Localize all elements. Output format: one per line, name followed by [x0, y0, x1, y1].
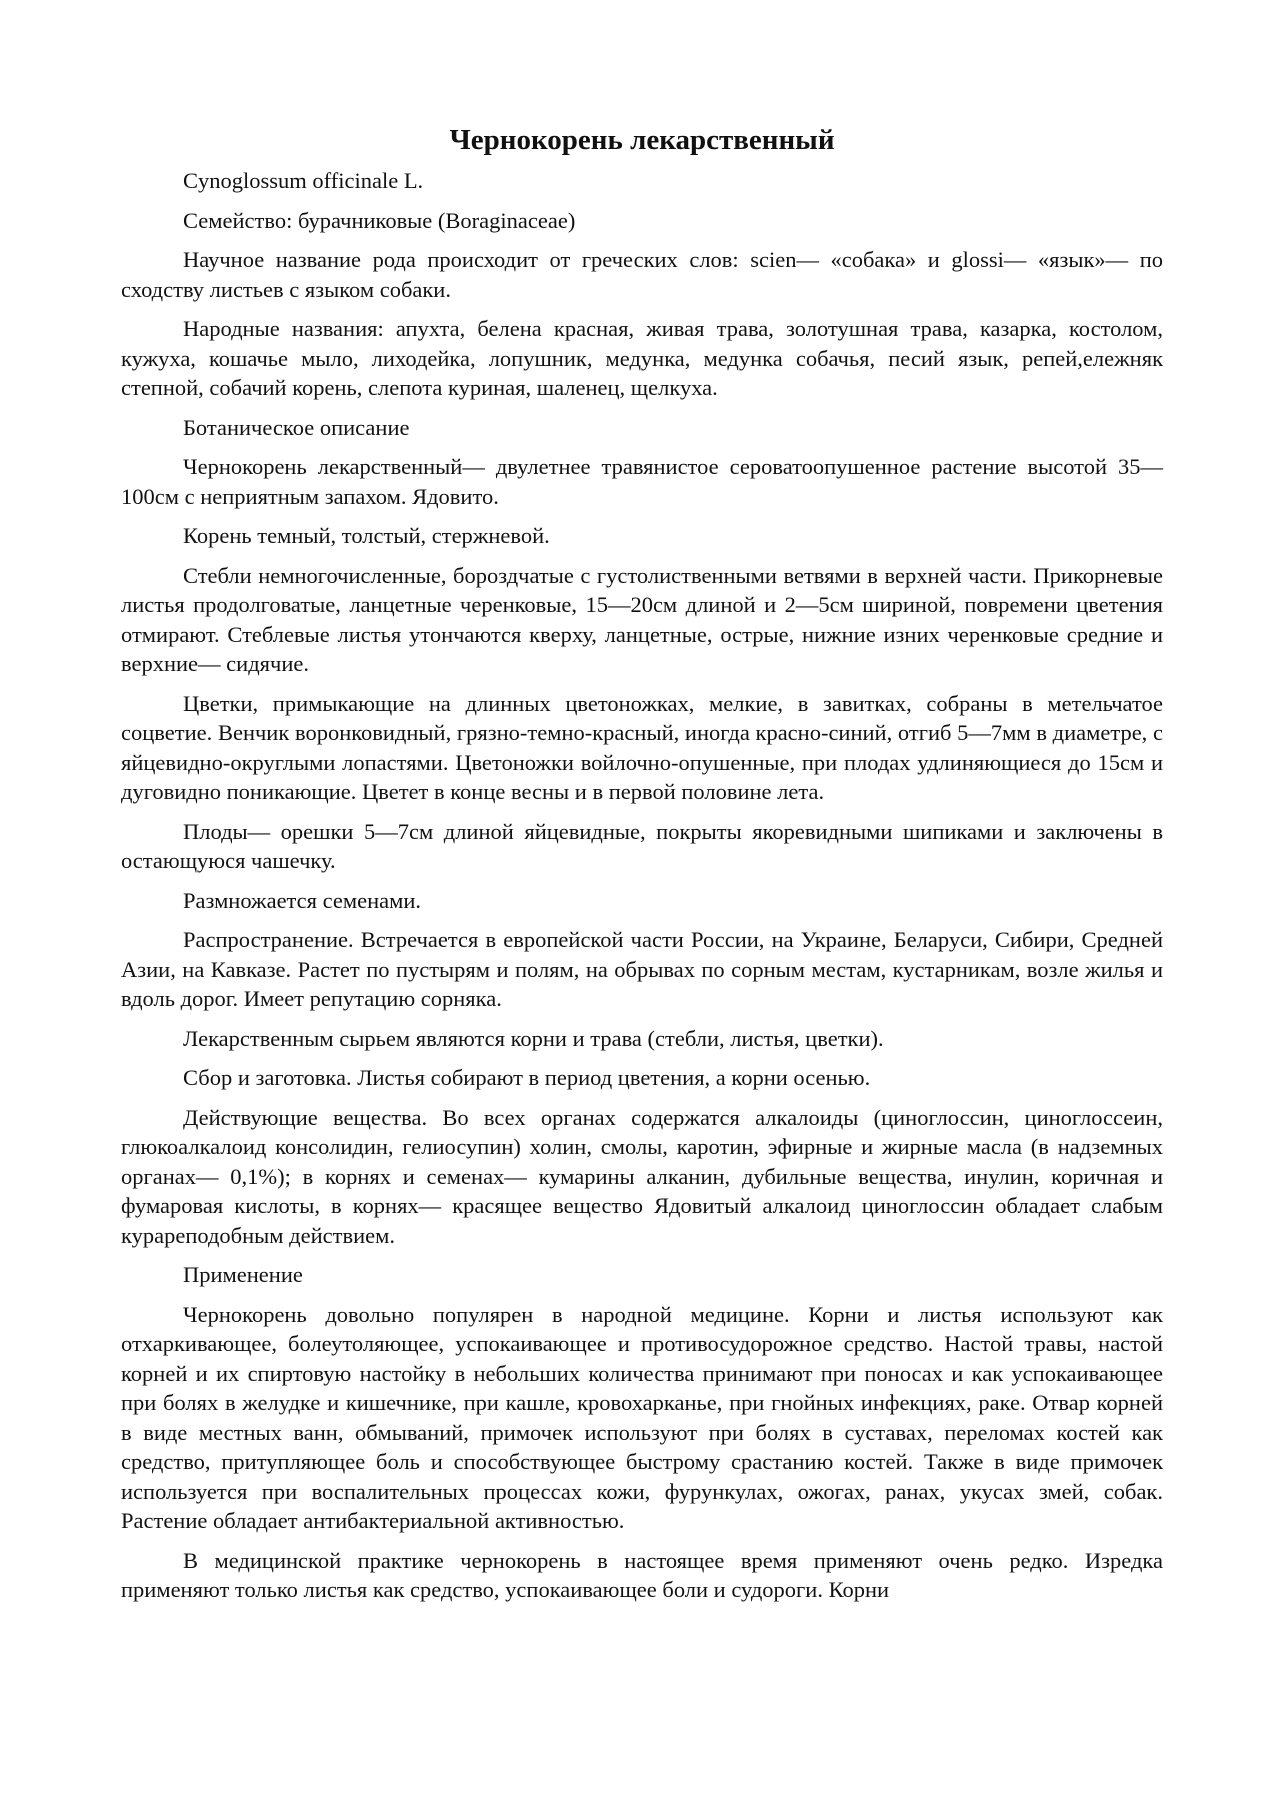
paragraph-family: Семейство: бурачниковые (Boraginaceae)	[183, 207, 576, 233]
paragraph-root: Корень темный, толстый, стержневой.	[183, 523, 550, 548]
paragraph-fruits: Плоды— орешки 5—7см длиной яйцевидные, покрыты якоревидными шипиками и заключены в остающуюся чашечку.	[121, 818, 1163, 873]
paragraph-stems-leaves: Стебли немногочисленные, бороздчатые с густолиственными ветвями в верхней части. Прикорневые листья продолговатые, ланцетные черенковые, 15—20см длиной и 2—5см шириной, повремени цветения отмирают. Стеблевые листья утончаются кверху, ланцетные, острые, нижние изних черенковые средние и верхние— сидячие.	[121, 562, 1163, 676]
paragraph-folk-medicine: Чернокорень довольно популярен в народной медицине. Корни и листья используют как отхаркивающее, болеутоляющее, успокаивающее и противосудорожное средство. Настой травы, настой корней и их спиртовую настойку в небольших количества принимают при поносах и как успокаивающее при болях в желудке и кишечнике, при кашле, кровохарканье, при гнойных инфекциях, раке. Отвар корней в виде местных ванн, обмываний, примочек используют при болях в суставах, переломах костей как средство, притупляющее боль и способствующее быстрому срастанию костей. Также в виде примочек используется при воспалительных процессах кожи, фурункулах, ожогах, ранах, укусах змей, собак. Растение обладает антибактериальной активностью.	[121, 1301, 1163, 1533]
section-heading-botanical: Ботаническое описание	[183, 414, 410, 440]
section-heading-application: Применение	[183, 1262, 303, 1287]
paragraph-flowers: Цветки, примыкающие на длинных цветоножках, мелкие, в завитках, собраны в метельчатое соцветие. Венчик воронковидный, грязно-темно-красный, иногда красно-синий, отгиб 5—7мм в диаметре, с яйцевидно-округлыми лопастями. Цветоножки войлочно-опушенные, при плодах удлиняющиеся до 15см и дуговидно поникающие. Цветет в конце весны и в первой половине лета.	[121, 690, 1163, 804]
paragraph-active-substances: Действующие вещества. Во всех органах содержатся алкалоиды (циноглоссин, циноглоссеин, глюкоалкалоид консолидин, гелиосупин) холин, смолы, каротин, эфирные и жирные масла (в надземных органах— 0,1%); в корнях и семенах— кумарины алканин, дубильные вещества, инулин, коричная и фумаровая кислоты, в корнях— красящее вещество Ядовитый алкалоид циноглоссин обладает слабым курареподобным действием.	[121, 1104, 1163, 1248]
paragraph-plant-description: Чернокорень лекарственный— двулетнее травянистое сероватоопушенное растение высотой 35—100см с неприятным запахом. Ядовито.	[121, 454, 1163, 509]
paragraph-raw-material: Лекарственным сырьем являются корни и трава (стебли, листья, цветки).	[183, 1025, 884, 1051]
paragraph-folk-names: Народные названия: апухта, белена красная, живая трава, золотушная трава, казарка, костолом, кужуха, кошачье мыло, лиходейка, лопушник, медунка, медунка собачья, песий язык, репей,ележняк степной, собачий корень, слепота куриная, шаленец, щелкуха.	[121, 316, 1163, 400]
document-title: Чернокорень лекарственный	[449, 124, 835, 156]
paragraph-etymology: Научное название рода происходит от греческих слов: scien— «собака» и glossi— «язык»— по сходству листьев с языком собаки.	[121, 247, 1163, 302]
paragraph-latin-name: Cynoglossum officinale L.	[183, 168, 424, 193]
document-body	[121, 122, 1163, 1615]
paragraph-distribution: Распространение. Встречается в европейской части России, на Украине, Беларуси, Сибири, Средней Азии, на Кавказе. Растет по пустырям и полям, на обрывах по сорным местам, кустарникам, возле жилья и вдоль дорог. Имеет репутацию сорняка.	[121, 927, 1163, 1011]
paragraph-propagation: Размножается семенами.	[183, 887, 422, 913]
paragraph-medical-practice: В медицинской практике чернокорень в настоящее время применяют очень редко. Изредка применяют только листья как средство, успокаивающее боли и судороги. Корни	[121, 1547, 1163, 1602]
paragraph-harvesting: Сбор и заготовка. Листья собирают в период цветения, а корни осенью.	[183, 1065, 871, 1090]
